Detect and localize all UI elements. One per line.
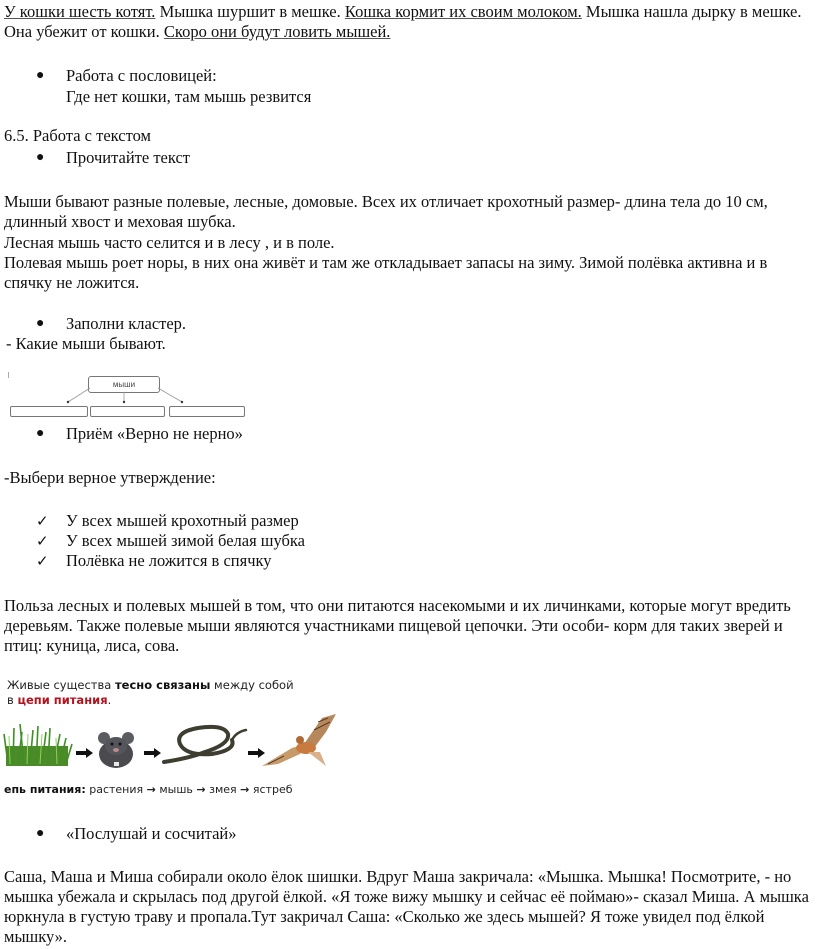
chain-step: мышь: [159, 783, 193, 796]
proverb-title: Работа с пословицей:: [66, 66, 217, 85]
listen-instruction: «Послушай и сосчитай»: [66, 824, 237, 843]
connector-right: [158, 388, 182, 402]
bullet-icon: ●: [36, 150, 45, 165]
true-false-prompt: -Выбери верное утверждение:: [4, 468, 216, 487]
arrow-icon: →: [146, 783, 156, 796]
heading-text: .: [107, 693, 112, 707]
reading-paragraph-2: Лесная мышь часто селится и в лесу , и в поле.: [4, 233, 335, 252]
mouse-image: [98, 732, 134, 768]
statement-item: У всех мышей крохотный размер: [66, 511, 299, 530]
bullet-icon: ●: [36, 426, 45, 441]
proverb-text: Где нет кошки, там мышь резвится: [66, 87, 312, 106]
food-chain-heading-line-1: [7, 678, 294, 692]
arrow-icon: [248, 748, 265, 758]
cluster-instruction: Заполни кластер.: [66, 314, 187, 333]
connector-left: [68, 388, 90, 402]
cluster-branch-box-1[interactable]: [10, 406, 88, 417]
heading-text: между собой: [210, 678, 294, 692]
heading-accent-text: цепи питания: [17, 693, 108, 707]
read-text-instruction: Прочитайте текст: [66, 148, 191, 167]
cluster-branch-box-3[interactable]: [169, 406, 245, 417]
bullet-icon: ●: [36, 826, 45, 841]
section-heading: 6.5. Работа с текстом: [4, 126, 151, 145]
check-icon: ✓: [36, 534, 49, 550]
bullet-icon: ●: [36, 316, 45, 331]
intro-sentence-2: Мышка шуршит в мешке.: [155, 2, 345, 21]
cluster-root-box: мыши: [88, 376, 160, 393]
heading-text: в: [7, 693, 18, 707]
cluster-diagram: [0, 368, 260, 420]
grass-image: [4, 724, 72, 766]
chain-step: растения: [89, 783, 144, 796]
caption-label: епь питания:: [4, 783, 86, 796]
intro-sentence-5: Скоро они будут ловить мышей.: [163, 22, 391, 41]
story-paragraph: Саша, Маша и Миша собирали около ёлок шишки. Вдруг Маша закричала: «Мышка. Мышка! Посмотрите, - но мышка убежала и скрылась под другой ёлкой. «Я тоже вижу мышку и сейчас её поймаю»- сказал Миша. А мышка юркнула в густую траву и пропала.Тут закричал Саша: «Сколько же здесь мышей? Я тоже увидел под ёлкой мышку».: [4, 867, 809, 946]
cluster-branch-box-2[interactable]: [90, 406, 165, 417]
arrow-icon: →: [196, 783, 206, 796]
arrow-icon: [144, 748, 161, 758]
arrow-head-middle: [123, 401, 125, 403]
intro-sentence-1: У кошки шесть котят.: [4, 2, 156, 21]
hawk-image: [262, 714, 336, 766]
cluster-question: - Какие мыши бывают.: [6, 334, 166, 353]
statement-item: У всех мышей зимой белая шубка: [66, 531, 306, 550]
intro-sentence-3: Кошка кормит их своим молоком.: [344, 2, 582, 21]
chain-step: змея: [209, 783, 237, 796]
benefit-paragraph: Польза лесных и полевых мышей в том, что они питаются насекомыми и их личинками, которые могут вредить деревьям. Также полевые мыши являются участниками пищевой цепочки. Эти особи- корм для таких зверей и птиц: куница, лиса, сова.: [4, 596, 791, 655]
heading-bold-text: тесно связаны: [115, 678, 211, 692]
true-false-title: Приём «Верно не нерно»: [66, 424, 243, 443]
chain-step: ястреб: [252, 783, 293, 796]
food-chain-image: [0, 672, 350, 807]
bullet-icon: ●: [36, 68, 45, 83]
check-icon: ✓: [36, 514, 49, 530]
intro-sentence-4: Мышка нашла дырку в мешке. Она убежит от кошки.: [4, 2, 802, 41]
arrow-icon: [76, 748, 93, 758]
food-chain-caption: [4, 783, 293, 796]
arrow-head-right: [181, 401, 183, 403]
food-chain-illustration: [0, 704, 350, 784]
reading-paragraph-3: Полевая мышь роет норы, в них она живёт и там же откладывает запасы на зиму. Зимой полёвка активна и в спячку не ложится.: [4, 253, 768, 292]
heading-text: Живые существа: [7, 678, 115, 692]
intro-paragraph: [4, 2, 812, 42]
arrow-icon: →: [240, 783, 250, 796]
check-icon: ✓: [36, 554, 49, 570]
snake-image: [164, 727, 246, 762]
arrow-head-left: [67, 401, 69, 403]
reading-paragraph-1: Мыши бывают разные полевые, лесные, домовые. Всех их отличает крохотный размер- длина тела до 10 см, длинный хвост и меховая шубка.: [4, 192, 768, 231]
statement-item: Полёвка не ложится в спячку: [66, 551, 272, 570]
